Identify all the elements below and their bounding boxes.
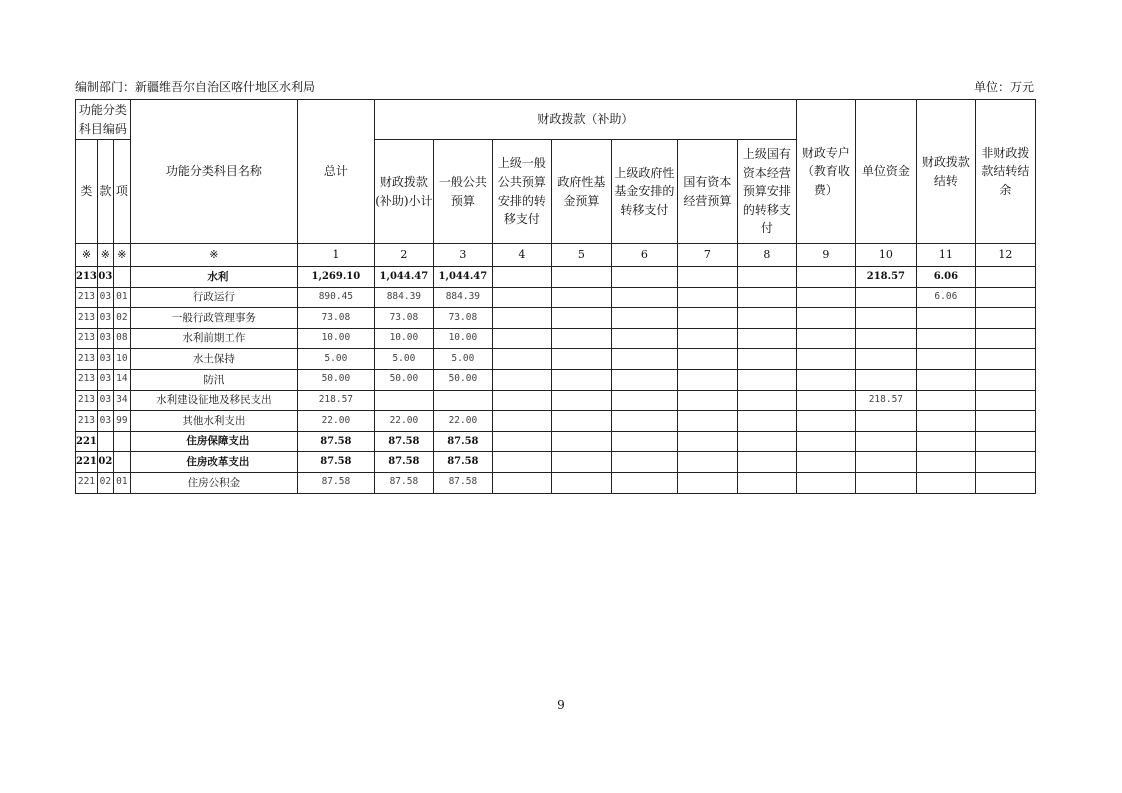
code-kuan: 03 [97,390,113,411]
cell-upper-general-transfer [492,328,551,349]
code-xiang [113,431,130,452]
index-cell: 7 [677,244,737,267]
cell-state-capital [677,287,737,308]
item-name: 住房公积金 [130,472,297,493]
cell-nonfiscal-carryover [975,472,1035,493]
cell-gov-fund [551,431,611,452]
cell-upper-fund-transfer [611,349,677,370]
cell-general-budget: 5.00 [433,349,492,370]
cell-subtotal: 22.00 [374,411,433,432]
cell-upper-capital-transfer [737,390,796,411]
cell-special-account [796,390,855,411]
header-fiscal-group: 财政拨款（补助） [374,100,796,140]
cell-nonfiscal-carryover [975,308,1035,329]
cell-nonfiscal-carryover [975,369,1035,390]
item-name: 防汛 [130,369,297,390]
header-kuan: 款 [97,140,113,244]
index-cell: 3 [433,244,492,267]
cell-state-capital [677,390,737,411]
cell-special-account [796,267,855,288]
cell-upper-fund-transfer [611,452,677,473]
cell-gov-fund [551,267,611,288]
item-name: 行政运行 [130,287,297,308]
cell-upper-fund-transfer [611,267,677,288]
code-kuan: 02 [97,472,113,493]
index-cell: ※ [97,244,113,267]
unit-label: 单位：万元 [973,80,1034,94]
cell-carryover [916,452,975,473]
cell-nonfiscal-carryover [975,328,1035,349]
cell-subtotal: 87.58 [374,472,433,493]
cell-unit-fund [855,287,916,308]
item-name: 其他水利支出 [130,411,297,432]
cell-carryover [916,369,975,390]
cell-total: 218.57 [297,390,374,411]
cell-nonfiscal-carryover [975,452,1035,473]
index-row [76,244,1036,267]
cell-upper-capital-transfer [737,349,796,370]
code-xiang: 08 [113,328,130,349]
cell-special-account [796,287,855,308]
cell-carryover [916,349,975,370]
cell-total: 73.08 [297,308,374,329]
cell-carryover [916,472,975,493]
cell-gov-fund [551,349,611,370]
cell-upper-fund-transfer [611,390,677,411]
header-gov-fund: 政府性基金预算 [551,140,611,244]
cell-special-account [796,369,855,390]
budget-table [75,99,1036,494]
header-upper-fund-transfer: 上级政府性基金安排的转移支付 [611,140,677,244]
code-xiang: 34 [113,390,130,411]
cell-total: 87.58 [297,452,374,473]
index-cell: 5 [551,244,611,267]
index-cell: ※ [76,244,98,267]
index-cell: 11 [916,244,975,267]
code-kuan: 03 [97,349,113,370]
code-kuan: 03 [97,287,113,308]
cell-state-capital [677,308,737,329]
cell-upper-general-transfer [492,452,551,473]
index-cell: 9 [796,244,855,267]
cell-general-budget: 87.58 [433,472,492,493]
item-name: 水土保持 [130,349,297,370]
cell-upper-fund-transfer [611,411,677,432]
index-cell: 2 [374,244,433,267]
cell-upper-general-transfer [492,369,551,390]
cell-nonfiscal-carryover [975,287,1035,308]
item-name: 水利前期工作 [130,328,297,349]
cell-upper-fund-transfer [611,431,677,452]
code-lei: 221 [76,431,98,452]
table-row [76,452,1036,473]
cell-upper-fund-transfer [611,472,677,493]
cell-upper-general-transfer [492,267,551,288]
cell-total: 87.58 [297,472,374,493]
header-xiang: 项 [113,140,130,244]
cell-general-budget: 73.08 [433,308,492,329]
header-state-capital: 国有资本经营预算 [677,140,737,244]
code-lei: 213 [76,287,98,308]
item-name: 水利 [130,267,297,288]
index-cell: 12 [975,244,1035,267]
cell-upper-capital-transfer [737,472,796,493]
table-row [76,411,1036,432]
index-cell: 1 [297,244,374,267]
cell-nonfiscal-carryover [975,431,1035,452]
cell-upper-general-transfer [492,411,551,432]
cell-general-budget: 22.00 [433,411,492,432]
cell-unit-fund: 218.57 [855,390,916,411]
code-xiang: 01 [113,472,130,493]
cell-state-capital [677,431,737,452]
code-xiang: 01 [113,287,130,308]
cell-unit-fund [855,431,916,452]
header-general-budget: 一般公共预算 [433,140,492,244]
cell-special-account [796,308,855,329]
header-nonfiscal-carryover: 非财政拨款结转结余 [975,100,1035,244]
cell-upper-capital-transfer [737,287,796,308]
cell-state-capital [677,472,737,493]
cell-total: 890.45 [297,287,374,308]
cell-special-account [796,472,855,493]
department-label: 编制部门：新疆维吾尔自治区喀什地区水利局 [75,80,316,94]
cell-upper-capital-transfer [737,452,796,473]
code-lei: 213 [76,349,98,370]
cell-unit-fund [855,411,916,432]
code-lei: 221 [76,452,98,473]
cell-unit-fund [855,349,916,370]
code-kuan: 02 [97,452,113,473]
cell-nonfiscal-carryover [975,349,1035,370]
table-row [76,390,1036,411]
cell-subtotal: 5.00 [374,349,433,370]
cell-subtotal: 50.00 [374,369,433,390]
index-cell: ※ [113,244,130,267]
cell-upper-capital-transfer [737,369,796,390]
index-cell: ※ [130,244,297,267]
cell-unit-fund [855,308,916,329]
header-special-account: 财政专户（教育收费） [796,100,855,244]
cell-carryover [916,411,975,432]
table-row [76,349,1036,370]
code-xiang [113,452,130,473]
cell-upper-general-transfer [492,390,551,411]
cell-unit-fund [855,452,916,473]
cell-total: 1,269.10 [297,267,374,288]
cell-carryover [916,308,975,329]
cell-general-budget [433,390,492,411]
code-kuan: 03 [97,328,113,349]
cell-subtotal: 1,044.47 [374,267,433,288]
header-code-group: 功能分类科目编码 [76,100,131,140]
cell-upper-capital-transfer [737,308,796,329]
page-number: 9 [557,698,565,712]
header-upper-capital-transfer: 上级国有资本经营预算安排的转移支付 [737,140,796,244]
cell-general-budget: 884.39 [433,287,492,308]
table-body [76,267,1036,494]
code-xiang: 99 [113,411,130,432]
cell-gov-fund [551,308,611,329]
cell-gov-fund [551,452,611,473]
cell-nonfiscal-carryover [975,390,1035,411]
cell-total: 22.00 [297,411,374,432]
code-kuan: 03 [97,369,113,390]
table-row [76,328,1036,349]
cell-special-account [796,452,855,473]
header-lei: 类 [76,140,98,244]
code-kuan: 03 [97,411,113,432]
table-row [76,308,1036,329]
item-name: 一般行政管理事务 [130,308,297,329]
cell-upper-fund-transfer [611,369,677,390]
cell-upper-fund-transfer [611,308,677,329]
header-unit-fund: 单位资金 [855,100,916,244]
cell-carryover: 6.06 [916,267,975,288]
code-kuan: 03 [97,308,113,329]
cell-state-capital [677,369,737,390]
cell-carryover [916,431,975,452]
header-subtotal: 财政拨款(补助)小计 [374,140,433,244]
cell-unit-fund: 218.57 [855,267,916,288]
cell-unit-fund [855,328,916,349]
cell-subtotal [374,390,433,411]
cell-subtotal: 10.00 [374,328,433,349]
cell-state-capital [677,452,737,473]
cell-unit-fund [855,369,916,390]
cell-total: 10.00 [297,328,374,349]
cell-carryover: 6.06 [916,287,975,308]
cell-special-account [796,431,855,452]
cell-upper-general-transfer [492,308,551,329]
code-kuan [97,431,113,452]
code-xiang [113,267,130,288]
code-lei: 213 [76,369,98,390]
cell-gov-fund [551,472,611,493]
cell-special-account [796,328,855,349]
cell-upper-capital-transfer [737,267,796,288]
cell-upper-fund-transfer [611,287,677,308]
cell-gov-fund [551,390,611,411]
cell-carryover [916,328,975,349]
cell-general-budget: 50.00 [433,369,492,390]
cell-carryover [916,390,975,411]
code-lei: 213 [76,328,98,349]
code-lei: 221 [76,472,98,493]
index-cell: 6 [611,244,677,267]
header-name: 功能分类科目名称 [130,100,297,244]
cell-upper-general-transfer [492,287,551,308]
code-xiang: 02 [113,308,130,329]
code-xiang: 14 [113,369,130,390]
cell-general-budget: 1,044.47 [433,267,492,288]
item-name: 水利建设征地及移民支出 [130,390,297,411]
cell-total: 5.00 [297,349,374,370]
cell-special-account [796,411,855,432]
cell-state-capital [677,411,737,432]
index-cell: 8 [737,244,796,267]
cell-nonfiscal-carryover [975,267,1035,288]
code-lei: 213 [76,411,98,432]
cell-general-budget: 87.58 [433,431,492,452]
cell-state-capital [677,328,737,349]
table-row [76,431,1036,452]
cell-upper-capital-transfer [737,328,796,349]
cell-state-capital [677,349,737,370]
code-lei: 213 [76,308,98,329]
table-row [76,369,1036,390]
table-row [76,472,1036,493]
cell-general-budget: 87.58 [433,452,492,473]
cell-gov-fund [551,328,611,349]
cell-state-capital [677,267,737,288]
header-total: 总计 [297,100,374,244]
index-cell: 4 [492,244,551,267]
cell-general-budget: 10.00 [433,328,492,349]
code-xiang: 10 [113,349,130,370]
cell-upper-general-transfer [492,349,551,370]
index-cell: 10 [855,244,916,267]
cell-gov-fund [551,287,611,308]
header-carryover: 财政拨款结转 [916,100,975,244]
cell-subtotal: 884.39 [374,287,433,308]
cell-subtotal: 73.08 [374,308,433,329]
item-name: 住房改革支出 [130,452,297,473]
cell-subtotal: 87.58 [374,431,433,452]
cell-gov-fund [551,369,611,390]
cell-total: 50.00 [297,369,374,390]
code-lei: 213 [76,390,98,411]
cell-special-account [796,349,855,370]
table-row [76,267,1036,288]
cell-upper-general-transfer [492,431,551,452]
cell-upper-capital-transfer [737,431,796,452]
item-name: 住房保障支出 [130,431,297,452]
cell-gov-fund [551,411,611,432]
cell-total: 87.58 [297,431,374,452]
code-kuan: 03 [97,267,113,288]
code-lei: 213 [76,267,98,288]
cell-upper-fund-transfer [611,328,677,349]
table-row [76,287,1036,308]
header-upper-general-transfer: 上级一般公共预算安排的转移支付 [492,140,551,244]
cell-subtotal: 87.58 [374,452,433,473]
cell-unit-fund [855,472,916,493]
cell-upper-capital-transfer [737,411,796,432]
cell-nonfiscal-carryover [975,411,1035,432]
cell-upper-general-transfer [492,472,551,493]
